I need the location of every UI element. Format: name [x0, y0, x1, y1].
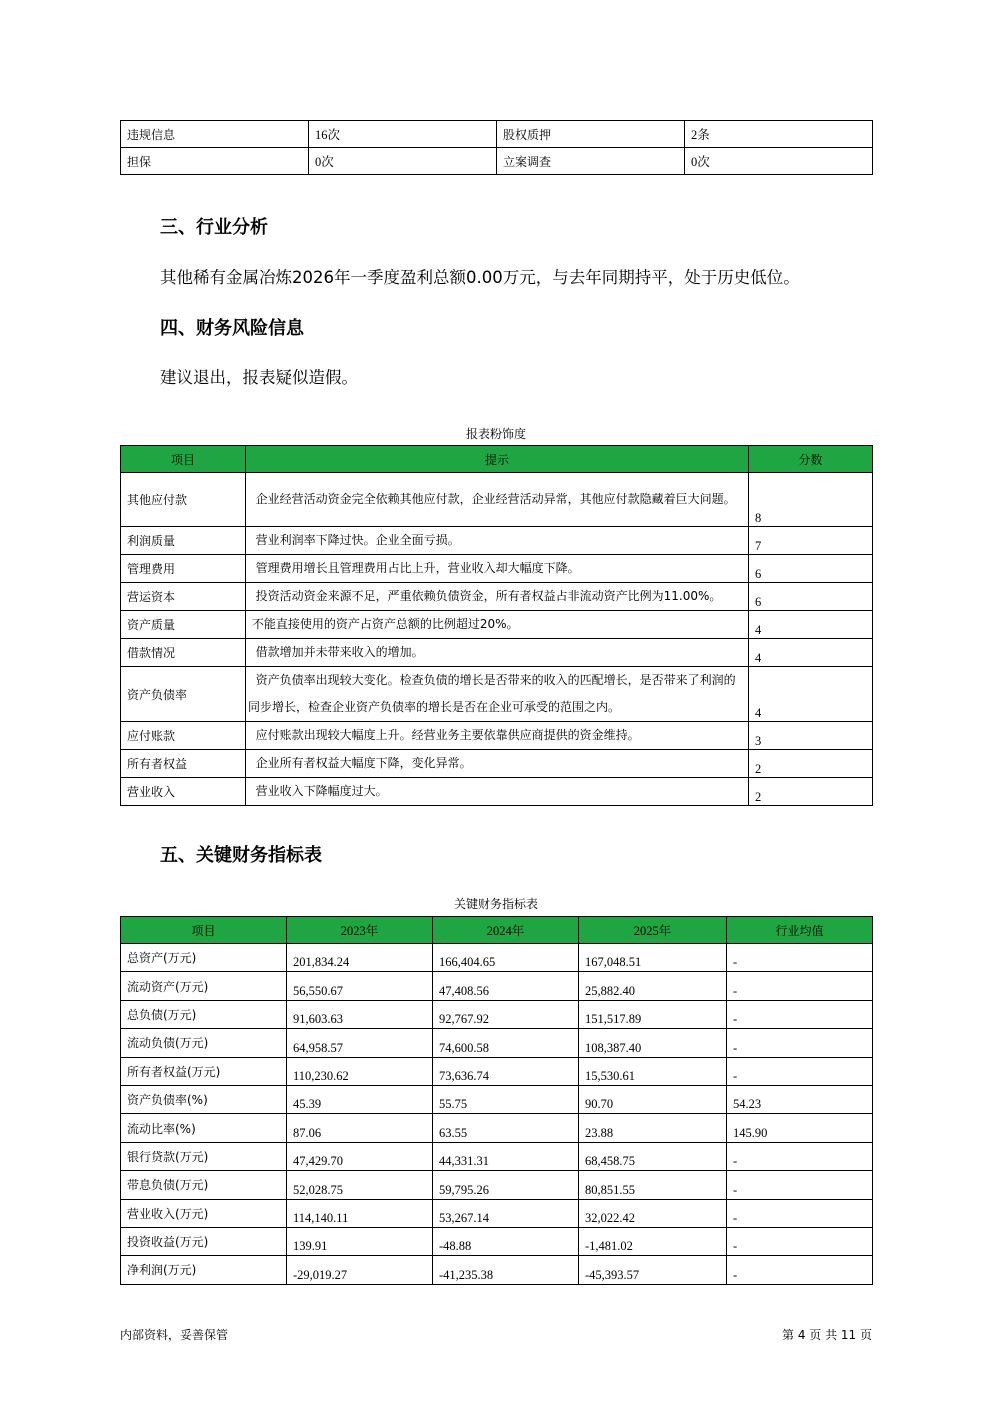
table-row [121, 1000, 873, 1028]
metric-value: 56,550.67 [287, 972, 433, 1000]
metric-value: 45.39 [287, 1085, 433, 1113]
metric-value: 108,387.40 [579, 1029, 727, 1057]
footer-left: 内部资料，妥善保管 [120, 1328, 229, 1342]
table-row [121, 1171, 873, 1199]
risk-tip: 管理费用增长且管理费用占比上升，营业收入却大幅度下降。 [246, 555, 749, 583]
metric-value: 63.55 [433, 1114, 579, 1142]
risk-score: 3 [749, 722, 873, 750]
cell-value: 16次 [309, 121, 497, 148]
risk-score: 4 [749, 667, 873, 722]
risk-tip: 企业所有者权益大幅度下降，变化异常。 [246, 750, 749, 778]
table-row [121, 1227, 873, 1255]
metric-value: 80,851.55 [579, 1171, 727, 1199]
table-row [121, 750, 873, 778]
metric-value: 64,958.57 [287, 1029, 433, 1057]
metric-value: - [727, 1057, 873, 1085]
table-row [121, 1199, 873, 1227]
risk-tip: 借款增加并未带来收入的增加。 [246, 639, 749, 667]
header-2023: 2023年 [287, 917, 433, 944]
financial-table [120, 916, 873, 1285]
risk-tip: 营业利润率下降过快。企业全面亏损。 [246, 527, 749, 555]
risk-item: 其他应付款 [121, 473, 246, 527]
table-row [121, 148, 873, 175]
table-row [121, 1057, 873, 1085]
section3-heading: 三、行业分析 [160, 217, 268, 238]
table-row [121, 944, 873, 972]
risk-tip: 投资活动资金来源不足，严重依赖负债资金，所有者权益占非流动资产比例为11.00%。 [246, 583, 749, 611]
risk-score: 2 [749, 750, 873, 778]
metric-value: -29,019.27 [287, 1256, 433, 1284]
risk-score: 8 [749, 473, 873, 527]
metric-label: 总资产(万元) [121, 944, 287, 972]
section3-text: 其他稀有金属冶炼2026年一季度盈利总额0.00万元，与去年同期持平，处于历史低位。 [160, 268, 800, 287]
table-row [121, 583, 873, 611]
metric-value: 47,408.56 [433, 972, 579, 1000]
header-tip: 提示 [246, 446, 749, 473]
metric-value: -1,481.02 [579, 1227, 727, 1255]
risk-score: 6 [749, 583, 873, 611]
table-row [121, 473, 873, 527]
metric-label: 营业收入(万元) [121, 1199, 287, 1227]
cell-label: 违规信息 [121, 121, 309, 148]
section5-heading: 五、关键财务指标表 [160, 845, 322, 866]
risk-item: 所有者权益 [121, 750, 246, 778]
metric-value: 74,600.58 [433, 1029, 579, 1057]
metric-label: 流动资产(万元) [121, 972, 287, 1000]
cell-label: 担保 [121, 148, 309, 175]
metric-label: 所有者权益(万元) [121, 1057, 287, 1085]
metric-label: 资产负债率(%) [121, 1085, 287, 1113]
header-score: 分数 [749, 446, 873, 473]
metric-value: 167,048.51 [579, 944, 727, 972]
metric-value: 47,429.70 [287, 1142, 433, 1170]
metric-value: - [727, 944, 873, 972]
table-row [121, 1142, 873, 1170]
risk-score: 6 [749, 555, 873, 583]
risk-score: 2 [749, 778, 873, 806]
table-row [121, 121, 873, 148]
table-row [121, 527, 873, 555]
metric-value: 32,022.42 [579, 1199, 727, 1227]
metric-label: 流动负债(万元) [121, 1029, 287, 1057]
footer-page-number: 第 4 页 共 11 页 [782, 1328, 872, 1342]
metric-value: 91,603.63 [287, 1000, 433, 1028]
header-2025: 2025年 [579, 917, 727, 944]
table-row [121, 667, 873, 722]
metric-value: 54.23 [727, 1085, 873, 1113]
risk-item: 管理费用 [121, 555, 246, 583]
metric-value: - [727, 972, 873, 1000]
risk-table-caption: 报表粉饰度 [465, 427, 526, 441]
metric-label: 银行贷款(万元) [121, 1142, 287, 1170]
violation-table-body [121, 121, 873, 175]
metric-value: 114,140.11 [287, 1199, 433, 1227]
metric-value: - [727, 1029, 873, 1057]
metric-label: 带息负债(万元) [121, 1171, 287, 1199]
risk-item: 资产质量 [121, 611, 246, 639]
metric-value: 151,517.89 [579, 1000, 727, 1028]
risk-table-body [121, 473, 873, 806]
metric-value: - [727, 1142, 873, 1170]
risk-table-header [121, 446, 873, 473]
metric-value: 15,530.61 [579, 1057, 727, 1085]
risk-item: 资产负债率 [121, 667, 246, 722]
risk-tip: 应付账款出现较大幅度上升。经营业务主要依靠供应商提供的资金维持。 [246, 722, 749, 750]
metric-value: 139.91 [287, 1227, 433, 1255]
cell-label: 立案调查 [497, 148, 685, 175]
risk-tip: 营业收入下降幅度过大。 [246, 778, 749, 806]
metric-value: 145.90 [727, 1114, 873, 1142]
metric-label: 流动比率(%) [121, 1114, 287, 1142]
risk-item: 应付账款 [121, 722, 246, 750]
cell-label: 股权质押 [497, 121, 685, 148]
risk-item: 营运资本 [121, 583, 246, 611]
metric-value: 110,230.62 [287, 1057, 433, 1085]
metric-value: - [727, 1199, 873, 1227]
section4-text: 建议退出，报表疑似造假。 [160, 368, 358, 387]
metric-value: - [727, 1171, 873, 1199]
metric-value: 68,458.75 [579, 1142, 727, 1170]
metric-value: 25,882.40 [579, 972, 727, 1000]
metric-value: - [727, 1256, 873, 1284]
metric-value: 73,636.74 [433, 1057, 579, 1085]
metric-value: 53,267.14 [433, 1199, 579, 1227]
metric-value: 92,767.92 [433, 1000, 579, 1028]
risk-item: 利润质量 [121, 527, 246, 555]
table-row [121, 1256, 873, 1284]
metric-label: 总负债(万元) [121, 1000, 287, 1028]
table-row [121, 778, 873, 806]
risk-item: 营业收入 [121, 778, 246, 806]
header-industry-avg: 行业均值 [727, 917, 873, 944]
section4-heading: 四、财务风险信息 [160, 318, 304, 339]
header-item: 项目 [121, 917, 287, 944]
header-2024: 2024年 [433, 917, 579, 944]
risk-item: 借款情况 [121, 639, 246, 667]
table-row [121, 1029, 873, 1057]
metric-value: -41,235.38 [433, 1256, 579, 1284]
table-row [121, 639, 873, 667]
metric-value: 59,795.26 [433, 1171, 579, 1199]
metric-value: -45,393.57 [579, 1256, 727, 1284]
metric-value: 55.75 [433, 1085, 579, 1113]
metric-value: 90.70 [579, 1085, 727, 1113]
fin-table-caption: 关键财务指标表 [453, 897, 538, 911]
metric-label: 净利润(万元) [121, 1256, 287, 1284]
risk-score: 7 [749, 527, 873, 555]
risk-table [120, 445, 873, 806]
metric-value: 23.88 [579, 1114, 727, 1142]
risk-tip: 资产负债率出现较大变化。检查负债的增长是否带来的收入的匹配增长，是否带来了利润的同步增长，检查企业资产负债率的增长是否在企业可承受的范围之内。 [246, 667, 749, 722]
risk-score: 4 [749, 639, 873, 667]
metric-value: 52,028.75 [287, 1171, 433, 1199]
risk-tip: 不能直接使用的资产占资产总额的比例超过20%。 [246, 611, 749, 639]
table-row [121, 1114, 873, 1142]
fin-table-header [121, 917, 873, 944]
metric-value: 166,404.65 [433, 944, 579, 972]
fin-table-body [121, 944, 873, 1285]
table-row [121, 722, 873, 750]
violation-table [120, 120, 873, 175]
cell-value: 2条 [685, 121, 873, 148]
metric-value: 201,834.24 [287, 944, 433, 972]
metric-value: 44,331.31 [433, 1142, 579, 1170]
metric-value: - [727, 1000, 873, 1028]
risk-score: 4 [749, 611, 873, 639]
metric-value: - [727, 1227, 873, 1255]
cell-value: 0次 [685, 148, 873, 175]
table-row [121, 611, 873, 639]
cell-value: 0次 [309, 148, 497, 175]
metric-value: 87.06 [287, 1114, 433, 1142]
table-row [121, 972, 873, 1000]
table-row [121, 555, 873, 583]
risk-tip: 企业经营活动资金完全依赖其他应付款，企业经营活动异常，其他应付款隐藏着巨大问题。 [246, 473, 749, 527]
metric-value: -48.88 [433, 1227, 579, 1255]
table-row [121, 1085, 873, 1113]
header-item: 项目 [121, 446, 246, 473]
metric-label: 投资收益(万元) [121, 1227, 287, 1255]
